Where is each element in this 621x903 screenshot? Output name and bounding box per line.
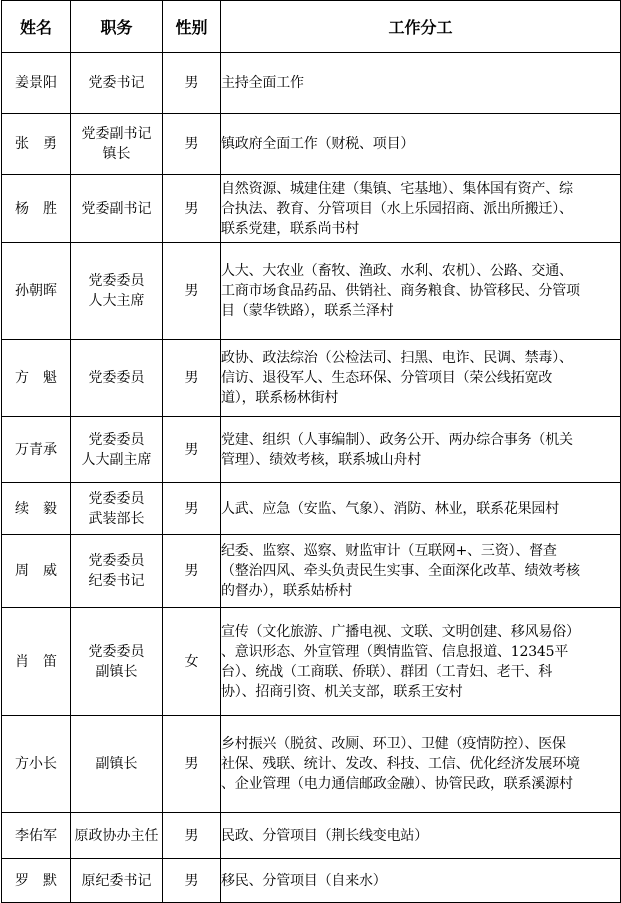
cell-position	[71, 417, 163, 483]
cell-position	[71, 340, 163, 417]
table-row	[2, 813, 621, 859]
cell-gender: 男	[163, 859, 221, 903]
cell-position	[71, 114, 163, 175]
table-row	[2, 417, 621, 483]
duty-line: 主持全面工作	[221, 75, 304, 91]
cell-position	[71, 608, 163, 716]
position-line: 武装部长	[88, 510, 145, 527]
cell-gender: 男	[163, 53, 221, 114]
table-row	[2, 243, 621, 340]
duty-line: 信访、退役军人、生态环保、分管项目（荣公线拓宽改	[221, 370, 553, 386]
duty-line: 人大、大农业（畜牧、渔政、水利、农机）、公路、交通、	[221, 263, 573, 279]
cell-position	[71, 535, 163, 608]
cell-gender: 男	[163, 340, 221, 417]
table-row	[2, 859, 621, 903]
cell-duties	[221, 175, 621, 243]
table-row	[2, 483, 621, 535]
duty-line: 工商市场食品药品、供销社、商务粮食、协管移民、分管项	[221, 283, 580, 299]
duty-line: 的督办），联系姑桥村	[221, 583, 352, 599]
table-row	[2, 716, 621, 813]
table-row	[2, 608, 621, 716]
position-line: 党委委员	[88, 370, 145, 386]
position-line: 党委委员	[88, 273, 145, 289]
table-row	[2, 175, 621, 243]
cell-name: 方 魁	[2, 340, 71, 417]
header-position: 职务	[71, 1, 163, 53]
cell-duties	[221, 340, 621, 417]
position-line: 副镇长	[95, 663, 138, 680]
duty-line: 、企业管理（电力通信邮政金融）、协管民政，联系溪源村	[221, 776, 573, 792]
table-row	[2, 114, 621, 175]
cell-position	[71, 813, 163, 859]
position-line: 纪委书记	[88, 573, 145, 589]
cell-position	[71, 175, 163, 243]
cell-duties	[221, 716, 621, 813]
cell-duties	[221, 483, 621, 535]
position-line: 人大主席	[88, 293, 145, 309]
cell-name: 方小长	[2, 716, 71, 813]
cell-name: 孙朝晖	[2, 243, 71, 340]
cell-duties	[221, 417, 621, 483]
cell-name: 万青承	[2, 417, 71, 483]
duty-line: 目（蒙华铁路），联系兰泽村	[221, 303, 394, 319]
cell-position	[71, 483, 163, 535]
cell-name: 杨 胜	[2, 175, 71, 243]
cell-duties	[221, 114, 621, 175]
duty-line: 、意识形态、外宣管理（舆情监管、信息报道、12345平	[221, 643, 569, 660]
duty-line: 政协、政法综治（公检法司、扫黑、电诈、民调、禁毒）、	[221, 350, 573, 366]
position-line: 原政协办主任	[74, 827, 159, 844]
cell-duties	[221, 53, 621, 114]
cell-position	[71, 716, 163, 813]
duty-line: 合执法、教育、分管项目（水上乐园招商、派出所搬迁）、	[221, 200, 573, 217]
cell-gender: 男	[163, 175, 221, 243]
duty-line: 社保、残联、统计、发改、科技、工信、优化经济发展环境	[221, 756, 580, 772]
cell-name: 姜景阳	[2, 53, 71, 114]
cell-name: 续 毅	[2, 483, 71, 535]
header-duties: 工作分工	[221, 1, 621, 53]
duty-line: 台）、统战（工商联、侨联）、群团（工青妇、老干、科	[221, 663, 552, 680]
cell-position	[71, 859, 163, 903]
duty-line: 管理）、绩效考核，联系城山舟村	[221, 451, 421, 468]
cell-gender: 男	[163, 716, 221, 813]
duty-line: 联系党建，联系尚书村	[221, 220, 359, 237]
duty-line: 乡村振兴（脱贫、改厕、环卫）、卫健（疫情防控）、医保	[221, 736, 566, 752]
duty-line: 党建、组织（人事编制）、政务公开、两办综合事务（机关	[221, 431, 573, 448]
duty-line: （整治四风、牵头负责民生实事、全面深化改革、绩效考核	[221, 563, 580, 579]
cell-gender: 女	[163, 608, 221, 716]
duty-line: 自然资源、城建住建（集镇、宅基地）、集体国有资产、综	[221, 180, 573, 197]
position-line: 党委委员	[88, 553, 145, 569]
cell-gender: 男	[163, 417, 221, 483]
position-line: 党委书记	[88, 75, 145, 91]
duty-line: 镇政府全面工作（财税、项目）	[221, 136, 415, 152]
position-line: 党委委员	[88, 490, 145, 507]
cell-name: 周 威	[2, 535, 71, 608]
position-line: 镇长	[102, 146, 131, 162]
position-line: 原纪委书记	[81, 872, 152, 889]
cell-gender: 男	[163, 535, 221, 608]
header-name: 姓名	[2, 1, 71, 53]
cell-name: 张 勇	[2, 114, 71, 175]
table-row	[2, 53, 621, 114]
cell-name: 罗 默	[2, 859, 71, 903]
cell-gender: 男	[163, 243, 221, 340]
position-line: 党委委员	[88, 643, 145, 660]
cell-gender: 男	[163, 114, 221, 175]
position-line: 党委副书记	[81, 200, 152, 217]
position-line: 人大副主席	[81, 451, 152, 468]
cell-duties	[221, 243, 621, 340]
position-line: 党委委员	[88, 431, 145, 448]
duty-line: 协）、招商引资、机关支部，联系王安村	[221, 683, 463, 700]
duty-line: 道），联系杨林街村	[221, 390, 339, 406]
cell-duties	[221, 859, 621, 903]
cell-position	[71, 243, 163, 340]
cell-name: 李佑军	[2, 813, 71, 859]
cell-duties	[221, 813, 621, 859]
table-row	[2, 340, 621, 417]
duty-line: 纪委、监察、巡察、财监审计（互联网+、三资）、督查	[221, 543, 557, 559]
duty-line: 宣传（文化旅游、广播电视、文联、文明创建、移风易俗）	[221, 623, 580, 640]
cell-name: 肖 笛	[2, 608, 71, 716]
header-row	[2, 1, 621, 53]
duty-line: 人武、应急（安监、气象）、消防、林业，联系花果园村	[221, 500, 559, 517]
table-row	[2, 535, 621, 608]
cell-gender: 男	[163, 483, 221, 535]
cell-gender: 男	[163, 813, 221, 859]
header-gender: 性别	[163, 1, 221, 53]
duty-line: 民政、分管项目（荆长线变电站）	[221, 827, 428, 844]
duty-line: 移民、分管项目（自来水）	[221, 872, 387, 889]
position-line: 党委副书记	[81, 126, 152, 142]
cell-duties	[221, 535, 621, 608]
cell-position	[71, 53, 163, 114]
position-line: 副镇长	[95, 756, 138, 772]
staff-duty-table	[1, 0, 621, 903]
cell-duties	[221, 608, 621, 716]
